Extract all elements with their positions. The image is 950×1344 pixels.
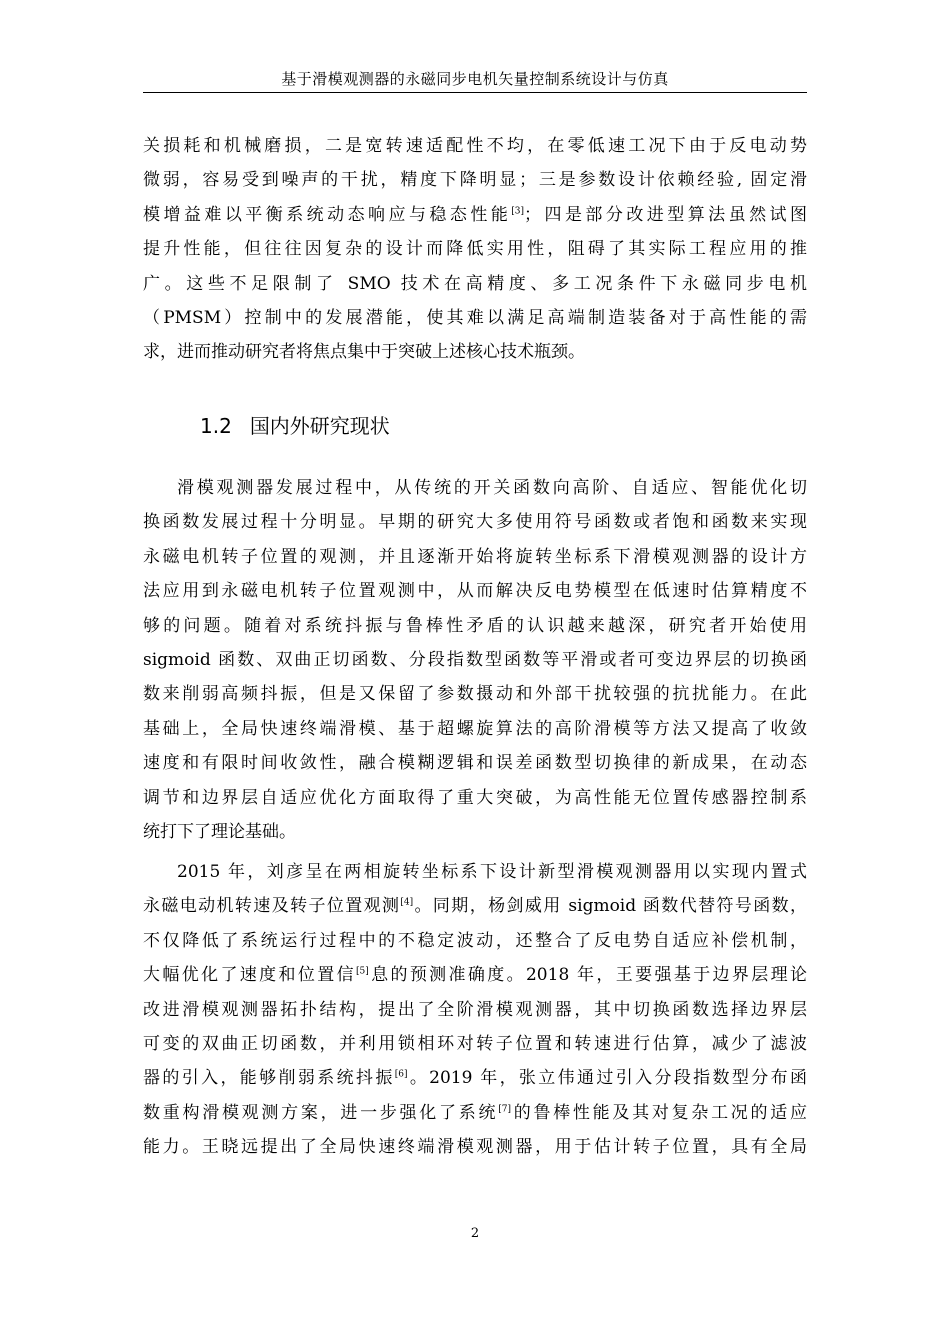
text-line: 调节和边界层自适应优化方面取得了重大突破，为高性能无位置传感器控制系 xyxy=(143,787,807,808)
text-run: 器的引入，能够削弱系统抖振 xyxy=(143,1068,395,1089)
text-run: 模增益难以平衡系统动态响应与稳态性能 xyxy=(143,204,512,225)
text-line: 速度和有限时间收敛性，融合模糊逻辑和误差函数型切换律的新成果，在动态 xyxy=(143,753,807,774)
citation-7[interactable]: [7] xyxy=(498,1104,511,1115)
text-run: 。2019 年，张立伟通过引入分段指数型分布函 xyxy=(407,1068,807,1089)
page-number: 2 xyxy=(470,1226,480,1241)
text-run: ；四是部分改进型算法虽然试图 xyxy=(524,204,808,225)
text-line: 换函数发展过程十分明显。早期的研究大多使用符号函数或者饱和函数来实现 xyxy=(143,512,807,533)
text-line xyxy=(143,892,807,920)
text-run: 的鲁棒性能及其对复杂工况的适应 xyxy=(510,1102,808,1123)
text-line xyxy=(143,1099,807,1127)
text-run: 数重构滑模观测方案，进一步强化了系统 xyxy=(143,1102,499,1123)
text-run: 息的预测准确度。2018 年，王要强基于边界层理论 xyxy=(368,965,807,986)
citation-3[interactable]: [3] xyxy=(511,206,525,217)
text-line: 数来削弱高频抖振，但是又保留了参数摄动和外部干扰较强的抗扰能力。在此 xyxy=(143,684,807,705)
text-line: 微弱，容易受到噪声的干扰，精度下降明显；三是参数设计依赖经验, 固定滑 xyxy=(143,170,807,191)
text-line: 永磁电机转子位置的观测，并且逐渐开始将旋转坐标系下滑模观测器的设计方 xyxy=(143,546,807,567)
text-line xyxy=(143,961,807,989)
text-line: 改进滑模观测器拓扑结构，提出了全阶滑模观测器，其中切换函数选择边界层 xyxy=(143,999,807,1020)
text-line: 关损耗和机械磨损，二是宽转速适配性不均，在零低速工况下由于反电动势 xyxy=(143,136,807,156)
section-title: 国内外研究现状 xyxy=(249,414,390,438)
text-line: 可变的双曲正切函数，并利用锁相环对转子位置和转速进行估算，减少了滤波 xyxy=(143,1034,807,1054)
text-line: 求，进而推动研究者将焦点集中于突破上述核心技术瓶颈。 xyxy=(143,342,585,363)
text-line: 2015 年，刘彦呈在两相旋转坐标系下设计新型滑模观测器用以实现内置式 xyxy=(177,862,807,882)
text-line: 够的问题。随着对系统抖振与鲁棒性矛盾的认识越来越深，研究者开始使用 xyxy=(143,615,807,636)
text-line: 能力。王晓远提出了全局快速终端滑模观测器，用于估计转子位置，具有全局 xyxy=(143,1137,807,1158)
text-line: （PMSM）控制中的发展潜能，使其难以满足高端制造装备对于高性能的需 xyxy=(143,308,807,328)
section-heading xyxy=(200,410,390,439)
text-line: 法应用到永磁电机转子位置观测中，从而解决反电势模型在低速时估算精度不 xyxy=(143,581,807,602)
text-line: 广。这些不足限制了 SMO 技术在高精度、多工况条件下永磁同步电机 xyxy=(143,273,807,294)
text-line: 提升性能，但往往因复杂的设计而降低实用性，阻碍了其实际工程应用的推 xyxy=(143,239,807,260)
text-run: 永磁电动机转速及转子位置观测 xyxy=(143,896,401,917)
text-line: sigmoid 函数、双曲正切函数、分段指数型函数等平滑或者可变边界层的切换函 xyxy=(143,650,807,670)
text-line: 不仅降低了系统运行过程中的不稳定波动，还整合了反电势自适应补偿机制， xyxy=(143,930,807,951)
citation-4[interactable]: [4] xyxy=(400,897,414,908)
citation-5[interactable]: [5] xyxy=(355,966,369,977)
text-run: 。同期，杨剑威用 sigmoid 函数代替符号函数， xyxy=(413,896,808,917)
running-header: 基于滑模观测器的永磁同步电机矢量控制系统设计与仿真 xyxy=(281,70,669,88)
citation-6[interactable]: [6] xyxy=(394,1069,408,1080)
text-line: 滑模观测器发展过程中，从传统的开关函数向高阶、自适应、智能优化切 xyxy=(177,478,807,498)
text-line: 基础上，全局快速终端滑模、基于超螺旋算法的高阶滑模等方法又提高了收敛 xyxy=(143,718,807,739)
header-rule xyxy=(143,92,807,93)
text-line xyxy=(143,1064,807,1092)
text-line xyxy=(143,201,807,229)
text-run: 大幅优化了速度和位置信 xyxy=(143,965,356,986)
text-line: 统打下了理论基础。 xyxy=(143,822,296,842)
section-number: 1.2 xyxy=(200,414,232,438)
